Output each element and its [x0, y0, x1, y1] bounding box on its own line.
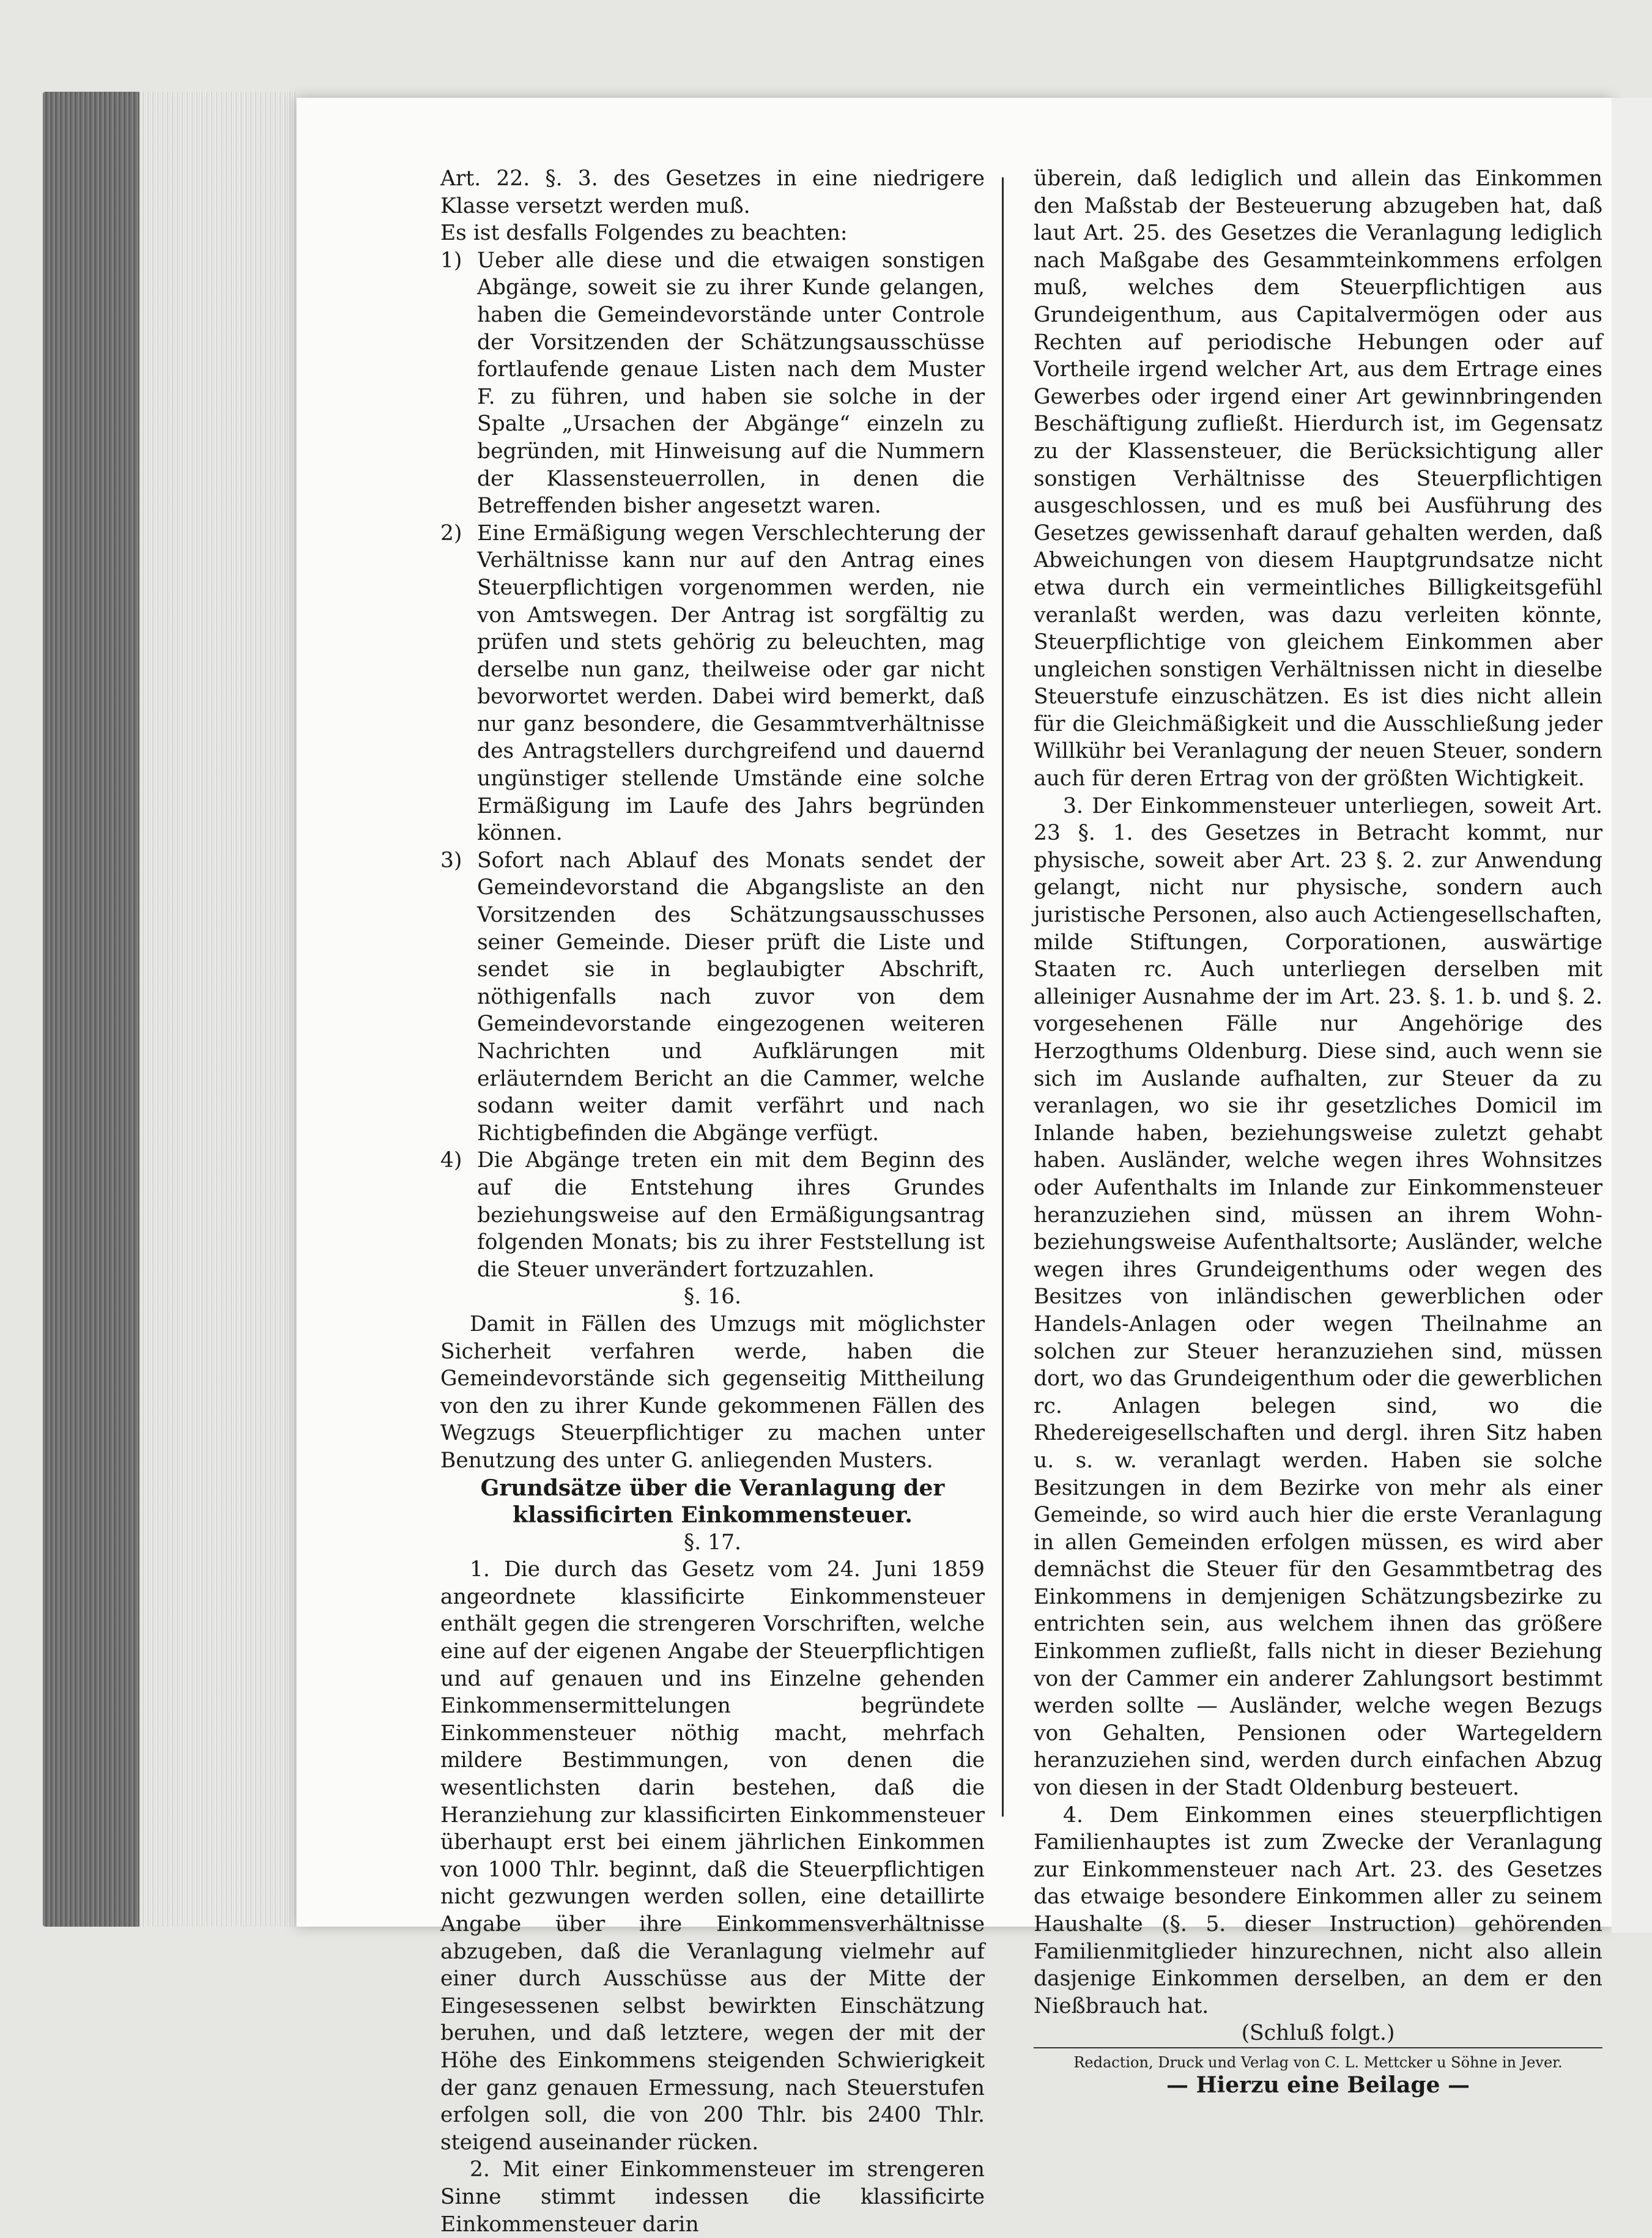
page-stack — [139, 92, 298, 1927]
list-item — [440, 847, 985, 1147]
item-number: 1) — [440, 248, 462, 273]
supplement-note: — Hierzu eine Beilage — — [1166, 2072, 1470, 2098]
section-title: Grundsätze über die Veranlagung der klassificirten Einkommensteuer. — [480, 1475, 945, 1528]
left-column — [440, 165, 985, 2238]
page-right-edge — [1612, 98, 1652, 1933]
paragraph: 4. Dem Einkommen eines steuerpflichtigen Familienhauptes ist zum Zwecke der Veranlagung zur Einkommensteuer nach Art. 23. des Gesetzes das etwaige besondere Einkommen aller zu seinem Haushalte (§. 5. dieser Instruction) gehörenden Familienmitglieder hinzurechnen, nicht also allein dasjenige Einkommen derselben, an dem er den Nießbrauch hat. — [1034, 1803, 1602, 2018]
closing-note: (Schluß folgt.) — [1241, 2021, 1395, 2046]
item-text: Eine Ermäßigung wegen Verschlechterung der Verhältnisse kann nur auf den Antrag eines Steuerpflichtigen vorgenommen werden, nie von Amtswegen. Der Antrag ist sorgfältig zu prüfen und stets gehörig zu beleuchten, mag derselbe nun ganz, theilweise oder gar nicht bevorwortet werden. Dabei wird bemerkt, daß nur ganz besondere, die Gesammtverhältnisse des Antragstellers durchgreifend und dauernd ungünstiger stellende Umstände eine solche Ermäßigung im Laufe des Jahrs begründen können. — [477, 521, 985, 846]
item-text: Die Abgänge treten ein mit dem Beginn des auf die Entstehung ihres Grundes beziehungsweise auf den Ermäßigungsantrag folgenden Monats; bis zu ihrer Feststellung ist die Steuer unverändert fortzuzahlen. — [477, 1148, 985, 1282]
paragraph: 3. Der Einkommensteuer unterliegen, soweit Art. 23 §. 1. des Gesetzes in Betracht kommt, nur physische, soweit aber Art. 23 §. 2. zur Anwendung gelangt, nicht nur physische, sondern auch juristische Personen, also auch Actiengesellschaften, milde Stiftungen, Corporationen, auswärtige Staaten rc. Auch unterliegen derselben mit alleiniger Ausnahme der im Art. 23. §. 1. b. und §. 2. vorgesehenen Fälle nur Angehörige des Herzogthums Oldenburg. Diese sind, auch wenn sie sich im Auslande aufhalten, zur Steuer da zu veranlagen, wo sie ihr gesetzliches Domicil im Inlande haben, beziehungsweise zuletzt gehabt haben. Ausländer, welche wegen ihres Wohnsitzes oder Aufenthalts im Inlande zur Einkommensteuer heranzuziehen sind, müssen an ihrem Wohn- beziehungsweise Aufenthaltsorte; Ausländer, welche wegen ihres Grundeigenthums oder wegen des Besitzes von inländischen gewerblichen oder Handels-Anlagen oder wegen Theilnahme an solchen zur Steuer heranzuziehen sind, müssen dort, wo das Grundeigenthum oder die gewerblichen rc. Anlagen belegen sind, wo die Rhedereigesellschaften und dergl. ihren Sitz haben u. s. w. veranlagt werden. Haben sie solche Besitzungen in dem Bezirke von mehr als einer Gemeinde, so wird auch hier die erste Veranlagung in allen Gemeinden erfolgen müssen, es wird aber demnächst die Steuer für den Gesammtbetrag des Einkommens in demjenigen Schätzungsbezirke zu entrichten sein, aus welchem ihnen das größere Einkommen zufließt, falls nicht in dieser Beziehung von der Cammer ein anderer Zahlungsort bestimmt werden sollte — Ausländer, welche wegen Bezugs von Gehalten, Pensionen oder Wartegeldern heranzuziehen sind, werden durch einfachen Abzug von diesen in der Stadt Oldenburg besteuert. — [1034, 793, 1602, 1801]
item-text: Ueber alle diese und die etwaigen sonstigen Abgänge, soweit sie zu ihrer Kunde gelangen, haben die Gemeindevorstände unter Controle der Vorsitzenden der Schätzungsausschüsse fortlaufende genaue Listen nach dem Muster F. zu führen, und haben sie solche in der Spalte „Ursachen der Abgänge“ einzeln zu begründen, mit Hinweisung auf die Nummern der Klassensteuerrollen, in denen die Betreffenden bisher angesetzt waren. — [477, 248, 985, 519]
item-number: 4) — [440, 1148, 462, 1173]
section-heading: §. 17. — [683, 1530, 742, 1555]
paragraph: 2. Mit einer Einkommensteuer im strengeren Sinne stimmt indessen die klassificirte Einkommensteuer darin — [440, 2157, 985, 2237]
list-item — [440, 520, 985, 847]
item-text: Sofort nach Ablauf des Monats sendet der Gemeindevorstand die Abgangsliste an den Vorsitzenden des Schätzungsausschusses seiner Gemeinde. Dieser prüft die Liste und sendet sie in beglaubigter Abschrift, nöthigenfalls nach zuvor von dem Gemeindevorstande eingezogenen weiteren Nachrichten und Aufklärungen mit erläuterndem Bericht an die Cammer, welche sodann weiter damit verfährt und nach Richtigbefinden die Abgänge verfügt. — [477, 848, 985, 1146]
imprint: Redaction, Druck und Verlag von C. L. Mettcker u Söhne in Jever. — [1034, 2047, 1602, 2072]
book-cover-edge — [43, 92, 141, 1927]
intro-line: Art. 22. §. 3. des Gesetzes in eine niedrigere Klasse versetzt werden muß. — [440, 166, 985, 218]
paragraph: Damit in Fällen des Umzugs mit möglichster Sicherheit verfahren werde, haben die Gemeindevorstände sich gegenseitig Mittheilung von den zu ihrer Kunde gekommenen Fällen des Wegzugs Steuerpflichtiger zu machen unter Benutzung des unter G. anliegenden Musters. — [440, 1311, 985, 1473]
paragraph: 1. Die durch das Gesetz vom 24. Juni 1859 angeordnete klassificirte Einkommensteuer enthält gegen die strengeren Vorschriften, welche eine auf der eigenen Angabe der Steuerpflichtigen und auf genauen und ins Einzelne gehenden Einkommensermittelungen begründete Einkommensteuer nöthig macht, mehrfach mildere Bestimmungen, von denen die wesentlichsten darin bestehen, daß die Heranziehung zur klassificirten Einkommensteuer überhaupt erst bei einem jährlichen Einkommen von 1000 Thlr. beginnt, daß die Steuerpflichtigen nicht gezwungen werden sollen, eine detaillirte Angabe über ihre Einkommensverhältnisse abzugeben, daß die Veranlagung vielmehr auf einer durch Ausschüsse aus der Mitte der Eingesessenen selbst bewirkten Einschätzung beruhen, und daß letztere, wegen der mit der Höhe des Einkommens steigenden Schwierigkeit der ganz genauen Ermessung, nach Steuerstufen erfolgen soll, die von 200 Thlr. bis 2400 Thlr. steigend auseinander rücken. — [440, 1557, 985, 2155]
paragraph: überein, daß lediglich und allein das Einkommen den Maßstab der Besteuerung abzugeben hat, daß laut Art. 25. des Gesetzes die Veranlagung lediglich nach Maßgabe des Gesammteinkommens erfolgen muß, welches dem Steuerpflichtigen aus Grundeigenthum, aus Capitalvermögen oder aus Rechten auf periodische Hebungen oder auf Vortheile irgend welcher Art, aus dem Ertrage eines Gewerbes oder irgend einer Art gewinnbringenden Beschäftigung zufließt. Hierdurch ist, im Gegensatz zu der Klassensteuer, die Berücksichtigung aller sonstigen Verhältnisse des Steuerpflichtigen ausgeschlossen, und es muß bei Ausführung des Gesetzes gewissenhaft darauf gehalten werden, daß Abweichungen von diesem Hauptgrundsatze nicht etwa durch ein vermeintliches Billigkeitsgefühl veranlaßt werden, was dazu verleiten könnte, Steuerpflichtige von gleichem Einkommen aber ungleichen sonstigen Verhältnissen nicht in dieselbe Steuerstufe einzuschätzen. Es ist dies nicht allein für die Gleichmäßigkeit und die Ausschließung jeder Willkühr bei Veranlagung der neuen Steuer, sondern auch für deren Ertrag von der größten Wichtigkeit. — [1034, 166, 1602, 791]
intro-line: Es ist desfalls Folgendes zu beachten: — [440, 221, 848, 246]
item-number: 3) — [440, 848, 462, 873]
section-heading: §. 16. — [683, 1284, 742, 1310]
list-item — [440, 1147, 985, 1283]
list-item — [440, 247, 985, 520]
right-column — [1034, 165, 1602, 2099]
column-divider — [1002, 177, 1004, 1817]
item-number: 2) — [440, 521, 462, 546]
